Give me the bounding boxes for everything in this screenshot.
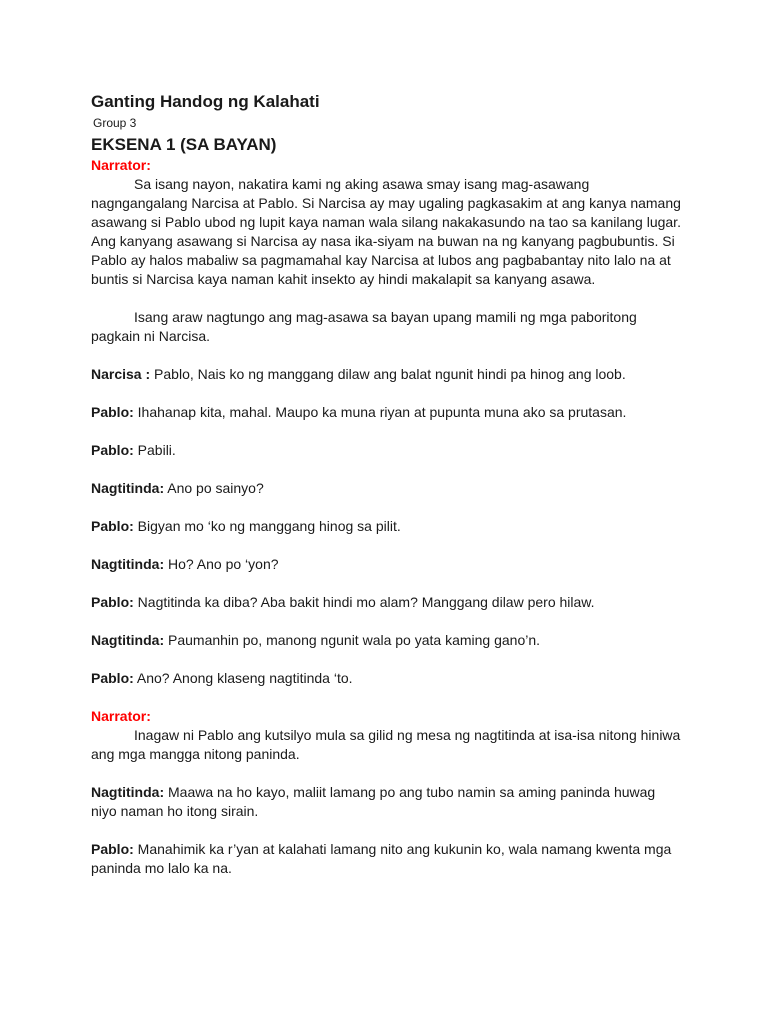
dialogue-text: Bigyan mo ‘ko ng manggang hinog sa pilit. [133,518,401,534]
spacer [91,821,681,840]
spacer [91,422,681,441]
speaker-name: Pablo: [91,442,134,458]
narrator-label: Narrator: [91,157,151,173]
document-title: Ganting Handog ng Kalahati [91,92,320,111]
narration-paragraph: Sa isang nayon, nakatira kami ng aking asawa smay isang mag-asawang nagngangalang Narcisa at Pablo. Si Narcisa ay may ugaling pagkasakim at ang kanya namang asawang si Pablo ubod ng lupit kaya naman wala silang nakakasundo na tao sa kanilang lugar. Ang kanyang asawang si Narcisa ay nasa ika-siyam na buwan na ng kanyang pagbubuntis. Si Pablo ay halos mabaliw sa pagmamahal kay Narcisa at lubos ang pagbabantay nito lalo na at buntis si Narcisa kaya naman kahit insekto ay hindi makalapit sa kanyang asawa. [91,176,681,287]
speaker-name: Pablo: [91,670,134,686]
scene-heading: EKSENA 1 (SA BAYAN) [91,135,277,154]
document-subtitle: Group 3 [93,116,137,130]
dialogue-text: Maawa na ho kayo, maliit lamang po ang tubo namin sa aming paninda huwag niyo naman ho itong sirain. [91,784,656,819]
dialogue-text: Ano po sainyo? [164,480,264,496]
speaker-name: Pablo: [91,594,134,610]
dialogue-text: Paumanhin po, manong ngunit wala po yata kaming gano’n. [164,632,541,648]
speaker-name: Pablo: [91,841,134,857]
spacer [91,384,681,403]
spacer [91,460,681,479]
narrator-label: Narrator: [91,708,151,724]
dialogue-text: Ihahanap kita, mahal. Maupo ka muna riyan at pupunta muna ako sa prutasan. [133,404,627,420]
dialogue-text: Ho? Ano po ‘yon? [164,556,279,572]
spacer [91,346,681,365]
dialogue-line [91,365,681,384]
dialogue-line [91,555,681,574]
dialogue-line [91,631,681,650]
spacer [91,536,681,555]
spacer [91,764,681,783]
speaker-name: Pablo: [91,404,134,420]
speaker-name: Narcisa : [91,366,151,382]
speaker-name: Nagtitinda: [91,632,165,648]
spacer [91,574,681,593]
speaker-name: Pablo: [91,518,134,534]
dialogue-line [91,840,681,878]
dialogue-line [91,517,681,536]
speaker-name: Nagtitinda: [91,480,165,496]
dialogue-text: Manahimik ka r’yan at kalahati lamang nito ang kukunin ko, wala namang kwenta mga paninda mo lalo ka na. [91,841,672,876]
document-page [91,90,681,878]
spacer [91,498,681,517]
speaker-name: Nagtitinda: [91,784,165,800]
dialogue-text: Pabili. [133,442,176,458]
spacer [91,612,681,631]
dialogue-text: Pablo, Nais ko ng manggang dilaw ang balat ngunit hindi pa hinog ang loob. [150,366,626,382]
dialogue-line [91,783,681,821]
narration-paragraph: Inagaw ni Pablo ang kutsilyo mula sa gilid ng mesa ng nagtitinda at isa-isa nitong hiniwa ang mga mangga nitong paninda. [91,727,681,762]
spacer [91,289,681,308]
dialogue-line [91,479,681,498]
dialogue-line [91,441,681,460]
narration-paragraph: Isang araw nagtungo ang mag-asawa sa bayan upang mamili ng mga paboritong pagkain ni Narcisa. [91,309,637,344]
spacer [91,688,681,707]
dialogue-line [91,593,681,612]
speaker-name: Nagtitinda: [91,556,165,572]
dialogue-text: Nagtitinda ka diba? Aba bakit hindi mo alam? Manggang dilaw pero hilaw. [133,594,595,610]
dialogue-line [91,403,681,422]
spacer [91,650,681,669]
dialogue-line [91,669,681,688]
dialogue-text: Ano? Anong klaseng nagtitinda ‘to. [133,670,353,686]
